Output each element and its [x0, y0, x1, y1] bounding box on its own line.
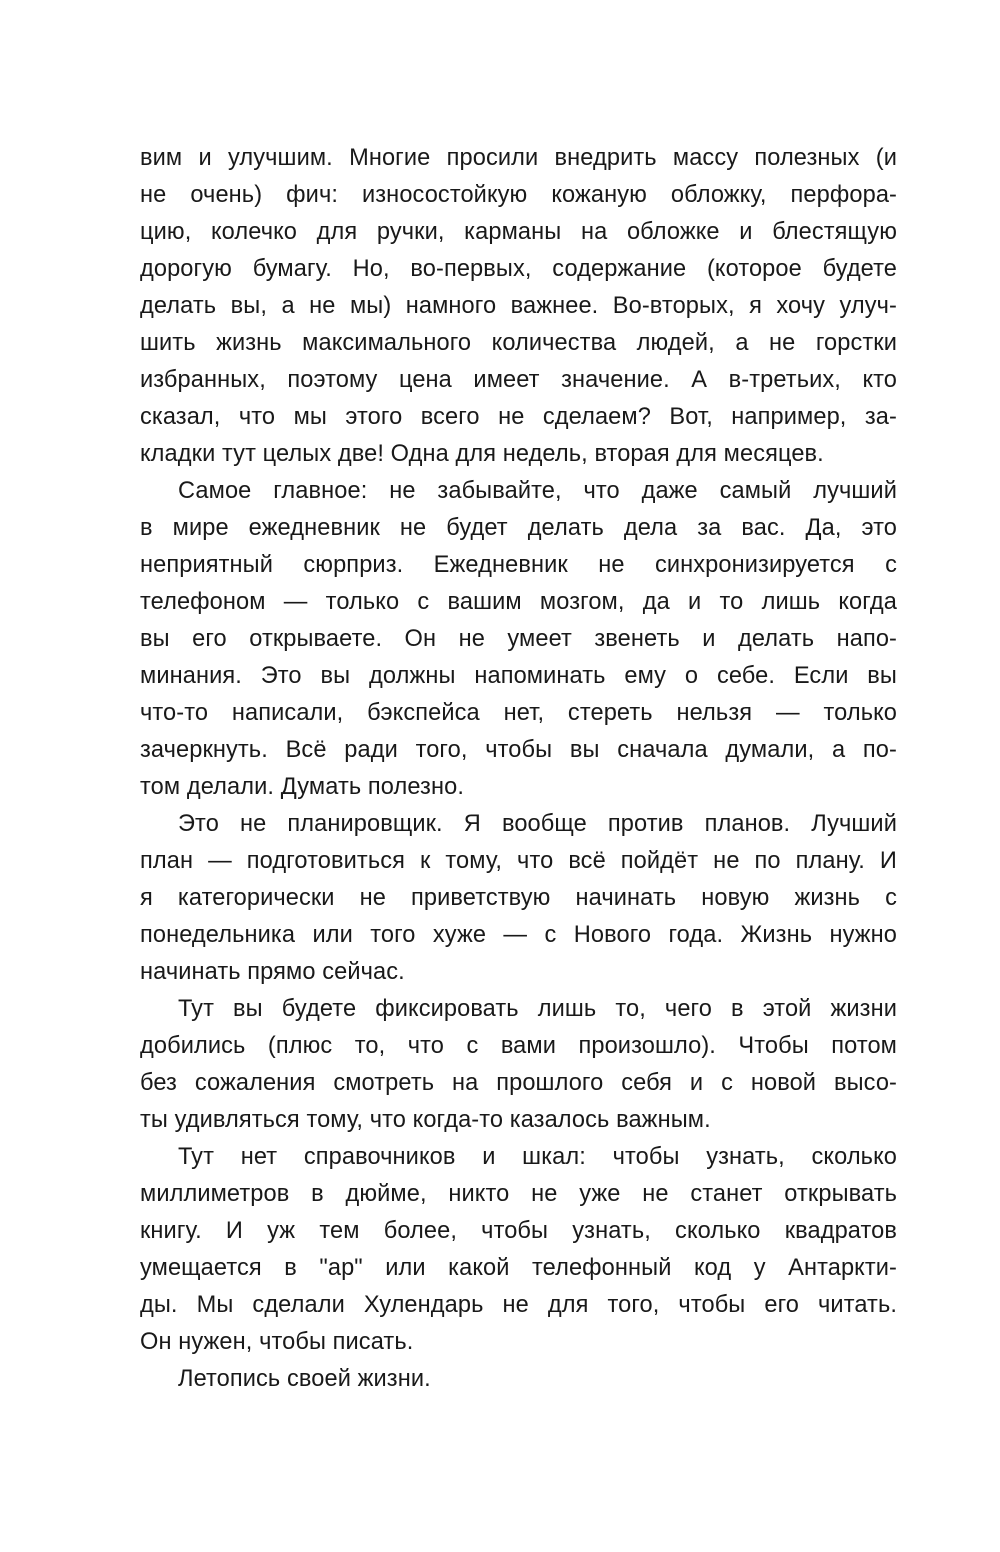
text-line: Это не планировщик. Я вообще против планов. Лучший	[178, 811, 897, 837]
text-line: дорогую бумагу. Но, во-первых, содержание (которое будете	[140, 256, 897, 282]
text-line: начинать прямо сейчас.	[140, 959, 405, 985]
text-line: делать вы, а не мы) намного важнее. Во-вторых, я хочу улуч-	[140, 293, 897, 319]
text-line: том делали. Думать полезно.	[140, 774, 464, 800]
text-line: понедельника или того хуже — с Нового года. Жизнь нужно	[140, 922, 897, 948]
text-line: цию, колечко для ручки, карманы на обложке и блестящую	[140, 219, 897, 245]
paragraph	[140, 1361, 897, 1398]
text-line: что-то написали, бэкспейса нет, стереть нельзя — только	[140, 700, 897, 726]
text-line: сказал, что мы этого всего не сделаем? Вот, например, за-	[140, 404, 897, 430]
text-line: Тут вы будете фиксировать лишь то, чего в этой жизни	[178, 996, 897, 1022]
paragraph	[140, 806, 897, 991]
text-line: Самое главное: не забывайте, что даже самый лучший	[178, 478, 897, 504]
text-column	[140, 140, 897, 1398]
text-line: шить жизнь максимального количества людей, а не горстки	[140, 330, 897, 356]
paragraph	[140, 991, 897, 1139]
text-line: вим и улучшим. Многие просили внедрить массу полезных (и	[140, 145, 897, 171]
text-line: миллиметров в дюйме, никто не уже не станет открывать	[140, 1181, 897, 1207]
text-line: минания. Это вы должны напоминать ему о себе. Если вы	[140, 663, 897, 689]
text-line: ды. Мы сделали Хулендарь не для того, чтобы его читать.	[140, 1292, 897, 1318]
paragraph	[140, 473, 897, 806]
text-line: добились (плюс то, что с вами произошло). Чтобы потом	[140, 1033, 897, 1059]
text-line: не очень) фич: износостойкую кожаную обложку, перфора-	[140, 182, 897, 208]
text-line: избранных, поэтому цена имеет значение. А в-третьих, кто	[140, 367, 897, 393]
paragraph	[140, 140, 897, 473]
text-line: умещается в "ар" или какой телефонный код у Антаркти-	[140, 1255, 897, 1281]
text-line: план — подготовиться к тому, что всё пойдёт не по плану. И	[140, 848, 897, 874]
text-line: Тут нет справочников и шкал: чтобы узнать, сколько	[178, 1144, 897, 1170]
text-line: вы его открываете. Он не умеет звенеть и делать напо-	[140, 626, 897, 652]
text-line: Летопись своей жизни.	[178, 1366, 431, 1392]
text-line: книгу. И уж тем более, чтобы узнать, сколько квадратов	[140, 1218, 897, 1244]
text-line: ты удивляться тому, что когда-то казалось важным.	[140, 1107, 711, 1133]
text-line: зачеркнуть. Всё ради того, чтобы вы сначала думали, а по-	[140, 737, 897, 763]
paragraph	[140, 1139, 897, 1361]
text-line: телефоном — только с вашим мозгом, да и то лишь когда	[140, 589, 897, 615]
text-line: кладки тут целых две! Одна для недель, вторая для месяцев.	[140, 441, 824, 467]
text-line: Он нужен, чтобы писать.	[140, 1329, 414, 1355]
text-line: я категорически не приветствую начинать новую жизнь с	[140, 885, 897, 911]
text-line: в мире ежедневник не будет делать дела за вас. Да, это	[140, 515, 897, 541]
text-line: без сожаления смотреть на прошлого себя и с новой высо-	[140, 1070, 897, 1096]
text-line: неприятный сюрприз. Ежедневник не синхронизируется с	[140, 552, 897, 578]
